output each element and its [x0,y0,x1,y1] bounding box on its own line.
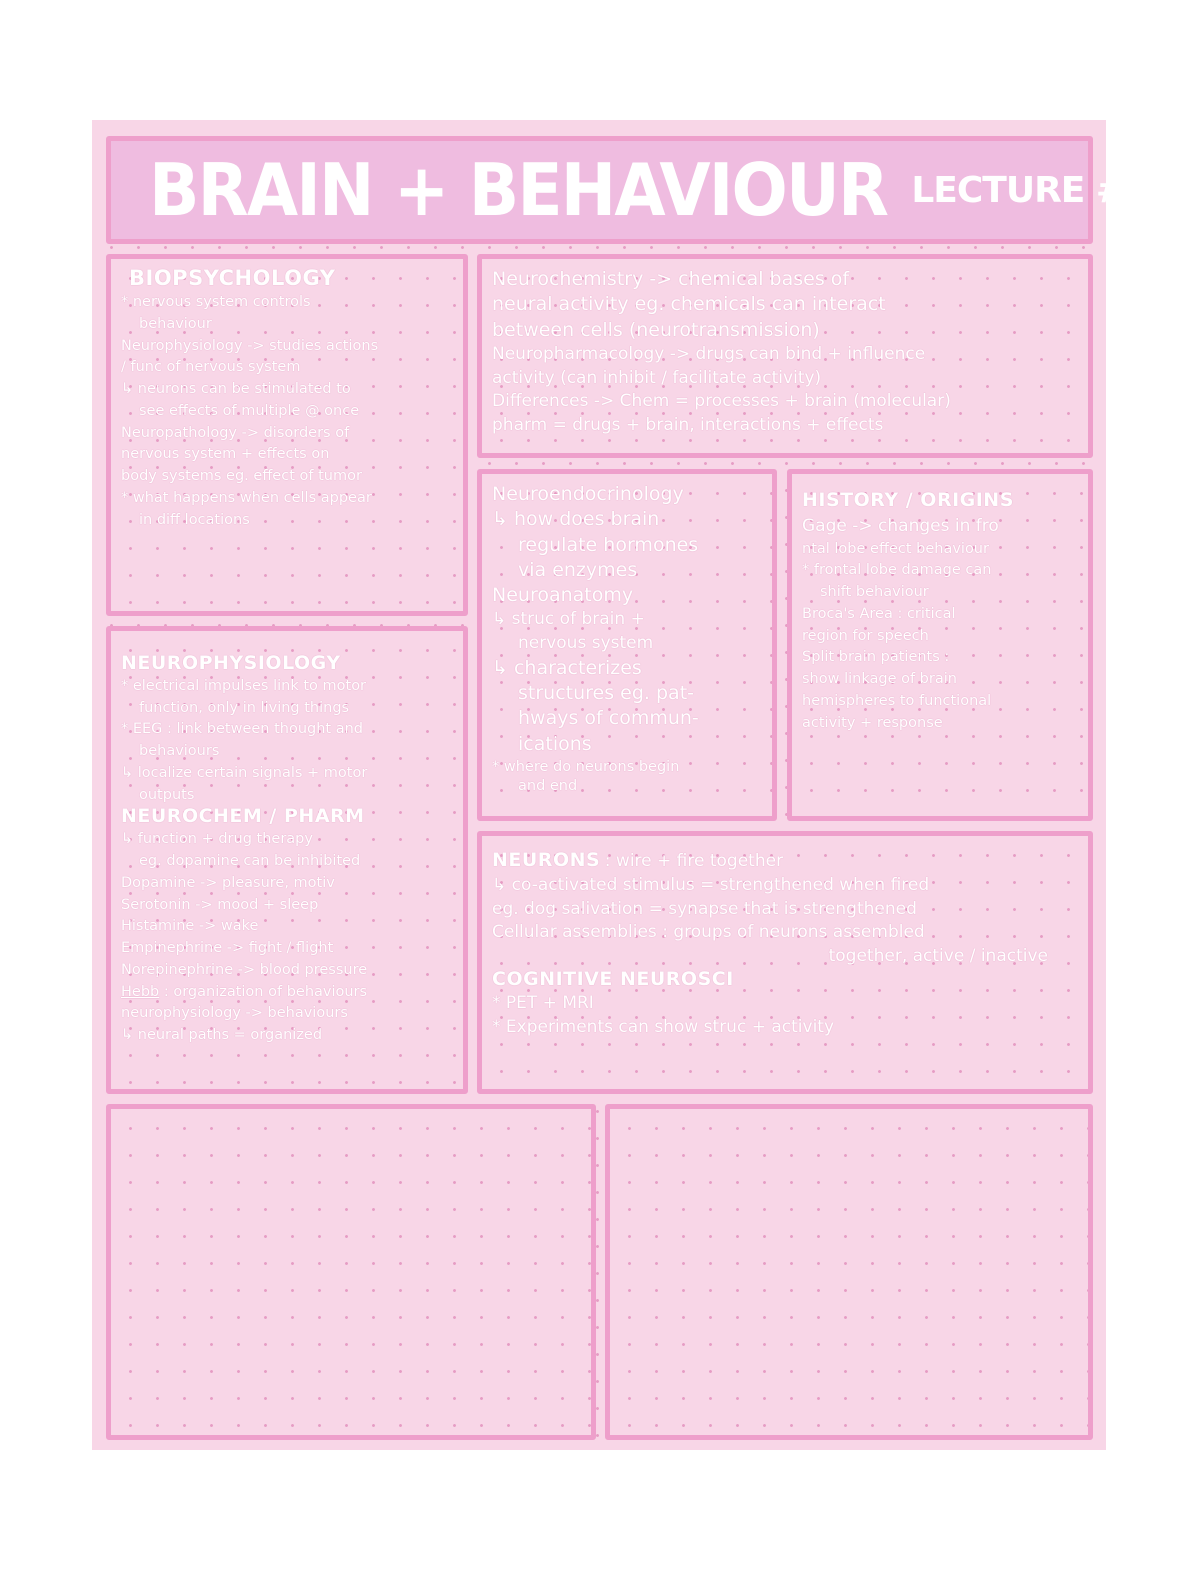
cognitive-neurosci-heading: COGNITIVE NEUROSCI [492,967,734,990]
note-line: * nervous system controls [121,294,311,311]
note-line: shift behaviour [820,584,929,601]
note-line: Serotonin -> mood + sleep [121,896,319,913]
note-line: ↳ co-activated stimulus = strengthened when fired [492,874,930,895]
note-line: show linkage of brain [802,671,957,688]
neurophysiology-box [106,626,468,1094]
note-line: Neuropharmacology -> drugs can bind + influence [492,343,926,364]
hebb-text: : organization of behaviours [163,983,368,1000]
biopsychology-box [106,254,468,616]
neurons-heading-suffix: : wire + fire together [604,851,784,871]
note-line: in diff locations [139,511,250,528]
lecture-number: LECTURE # 2 [911,169,1161,211]
note-line: Gage -> changes in fro [802,515,999,536]
title-banner [106,136,1161,244]
note-line: / func of nervous system [121,359,301,376]
hebb-line [121,982,453,1004]
note-line: ↳ struc of brain + [492,609,645,630]
note-line: Neuroendocrinology [492,483,684,505]
note-line: neurophysiology -> behaviours [121,1005,348,1022]
note-line: * EEG : link between thought and [121,721,363,738]
note-line: pharm = drugs + brain, interactions + effects [492,415,884,436]
neurochemistry-box [477,254,1093,458]
note-line: hemispheres to functional [802,692,992,709]
note-line: nervous system [518,633,654,654]
note-line: Neuropathology -> disorders of [121,424,350,441]
note-line: * where do neurons begin [492,758,680,775]
note-line: body systems eg. effect of tumor [121,468,362,485]
note-line: hways of commun- [518,707,699,730]
note-line: structures eg. pat- [518,682,695,705]
history-origins-box [787,469,1093,821]
note-line: behaviours [139,743,220,760]
note-line: activity + response [802,714,943,731]
note-line: * what happens when cells appear [121,489,372,506]
note-line: region for speech [802,627,929,644]
note-line: ↳ function + drug therapy [121,831,313,848]
note-line: ↳ characterizes [492,656,642,679]
note-line: outputs [139,786,195,803]
note-line: eg. dopamine can be inhibited [139,853,361,870]
note-line: Empinephrine -> fight / flight [121,940,334,957]
note-line: ↳ neural paths = organized [121,1027,323,1044]
note-line: Broca's Area : critical [802,605,956,622]
note-line: activity (can inhibit / facilitate activity) [492,367,822,388]
note-line: Neurophysiology -> studies actions [121,337,379,354]
empty-box-left [106,1104,596,1440]
note-line: Dopamine -> pleasure, motiv [121,874,335,891]
note-line: ications [518,732,592,755]
note-line: regulate hormones [518,533,699,556]
note-line: Split brain patients : [802,649,950,666]
note-line: Histamine -> wake [121,918,259,935]
note-line: ↳ localize certain signals + motor [121,764,368,781]
note-line: * frontal lobe damage can [802,562,992,579]
note-line: ↳ neurons can be stimulated to [121,381,351,398]
note-line: nervous system + effects on [121,446,330,463]
note-line: * PET + MRI [492,992,594,1013]
note-line: and end [518,777,578,794]
neuroendocrinology-box [477,469,777,821]
note-line: neural activity eg. chemicals can interact [492,293,886,316]
neurons-heading-line [492,850,1078,874]
note-line: ntal lobe effect behaviour [802,540,989,557]
note-line: Differences -> Chem = processes + brain (molecular) [492,391,951,412]
note-line: eg. dog salivation = synapse that is strengthened [492,898,917,919]
note-line: via enzymes [518,558,638,581]
hebb-label: Hebb [121,983,160,1000]
note-line: between cells (neurotransmission) [492,318,820,341]
biopsychology-heading: BIOPSYCHOLOGY [129,266,336,290]
note-line: * electrical impulses link to motor [121,677,367,694]
page-title: BRAIN + BEHAVIOUR [149,148,888,232]
history-origins-heading: HISTORY / ORIGINS [802,489,1014,511]
note-line: Neuroanatomy [492,584,634,607]
note-line: function, only in living things [139,699,350,716]
note-line: see effects of multiple @ once [139,402,360,419]
empty-box-right [605,1104,1093,1440]
note-line: Cellular assemblies : groups of neurons assembled [492,922,925,943]
note-line: ↳ how does brain [492,508,660,531]
note-line: together, active / inactive [828,946,1048,967]
neurons-box [477,831,1093,1094]
note-line: Norepinephrine -> blood pressure [121,961,368,978]
neurons-heading: NEURONS [492,849,601,871]
neurophysiology-heading: NEUROPHYSIOLOGY [121,652,341,674]
neurochem-pharm-heading: NEUROCHEM / PHARM [121,805,365,828]
note-line: * Experiments can show struc + activity [492,1016,835,1037]
note-line: behaviour [139,315,212,332]
note-line: Neurochemistry -> chemical bases of [492,268,850,290]
